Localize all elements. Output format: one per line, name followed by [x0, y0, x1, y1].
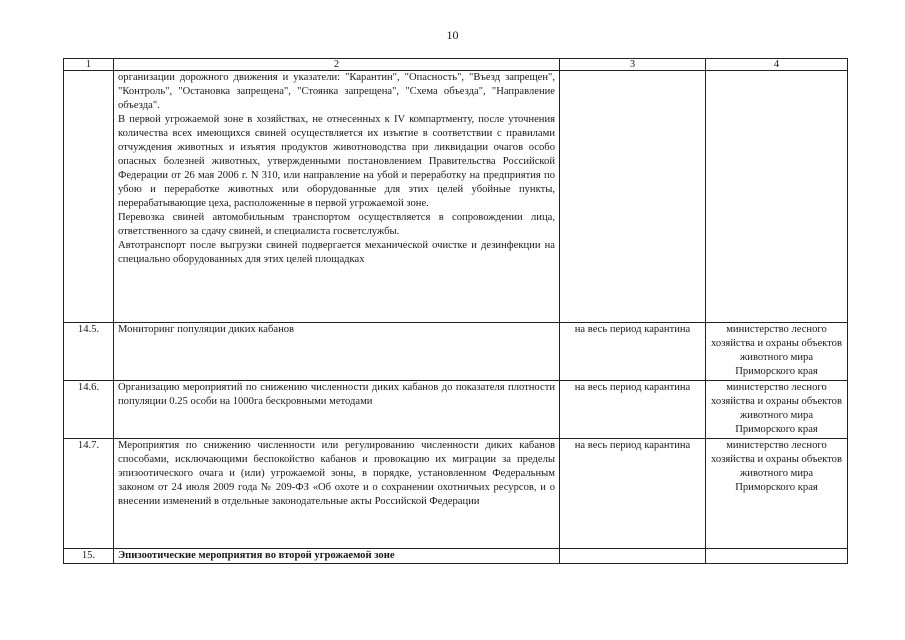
header-col-3: 3	[560, 59, 706, 71]
continuation-responsible-cell	[706, 71, 848, 323]
row-period	[560, 549, 706, 564]
header-col-1: 1	[64, 59, 114, 71]
table-header-row	[64, 59, 848, 71]
header-col-4: 4	[706, 59, 848, 71]
continuation-period-cell	[560, 71, 706, 323]
header-col-2: 2	[114, 59, 560, 71]
measures-table	[63, 58, 848, 564]
row-number: 14.6.	[64, 381, 114, 439]
row-number: 14.5.	[64, 323, 114, 381]
row-number: 14.7.	[64, 439, 114, 549]
row-period: на весь период карантина	[560, 439, 706, 549]
row-responsible: министерство лесного хозяйства и охраны объектов животного мира Приморского края	[706, 323, 848, 381]
continuation-num-cell	[64, 71, 114, 323]
row-period: на весь период карантина	[560, 323, 706, 381]
table-row	[64, 549, 848, 564]
continuation-text-cell	[114, 71, 560, 323]
table-row	[64, 323, 848, 381]
row-period: на весь период карантина	[560, 381, 706, 439]
continuation-paragraph: организации дорожного движения и указатели: "Карантин", "Опасность", "Въезд запрещен", "Контроль", "Остановка запрещена", "Стоянка запрещена", "Схема объезда", "Направление объезда".	[118, 72, 555, 111]
row-responsible: министерство лесного хозяйства и охраны объектов животного мира Приморского края	[706, 439, 848, 549]
page-number: 10	[446, 28, 459, 42]
section-heading: Эпизоотические мероприятия во второй угрожаемой зоне	[114, 549, 560, 564]
row-measure: Мониторинг популяции диких кабанов	[114, 323, 560, 381]
row-measure: Мероприятия по снижению численности или регулированию численности диких кабанов способами, исключающими беспокойство кабанов и провокацию их миграции за пределы эпизоотического очага и (или) угрожаемой зоны, в порядке, установленном Федеральным законом от 24 июля 2009 года № 209-ФЗ «Об охоте и о сохранении охотничьих ресурсов, и о внесении изменений в отдельные законодательные акты Российской Федерации	[114, 439, 560, 549]
row-responsible	[706, 549, 848, 564]
continuation-paragraph: В первой угрожаемой зоне в хозяйствах, не отнесенных к IV компартменту, после уточнения количества всех имеющихся свиней осуществляется их изъятие в соответствии с правилами отчуждения животных и изъятия продуктов животноводства при ликвидации очагов особо опасных болезней животных, утвержденными постановлением Правительства Российской Федерации от 26 мая 2006 г. N 310, или направление на убой и переработку на предприятия по убою и переработке животных или оборудованные для этих целей убойные пункты, перерабатывающие цеха, расположенные в первой угрожаемой зоне.	[118, 114, 555, 209]
row-responsible: министерство лесного хозяйства и охраны объектов животного мира Приморского края	[706, 381, 848, 439]
row-measure: Организацию мероприятий по снижению численности диких кабанов до показателя плотности популяции 0.25 особи на 1000га бескровными методами	[114, 381, 560, 439]
continuation-paragraph: Автотранспорт после выгрузки свиней подвергается механической очистке и дезинфекции на специально оборудованных для этих целей площадках	[118, 240, 555, 265]
row-number: 15.	[64, 549, 114, 564]
continuation-row	[64, 71, 848, 323]
table-row	[64, 439, 848, 549]
table-row	[64, 381, 848, 439]
continuation-paragraph: Перевозка свиней автомобильным транспортом осуществляется в сопровождении лица, ответственного за сдачу свиней, и специалиста госветслужбы.	[118, 212, 555, 237]
